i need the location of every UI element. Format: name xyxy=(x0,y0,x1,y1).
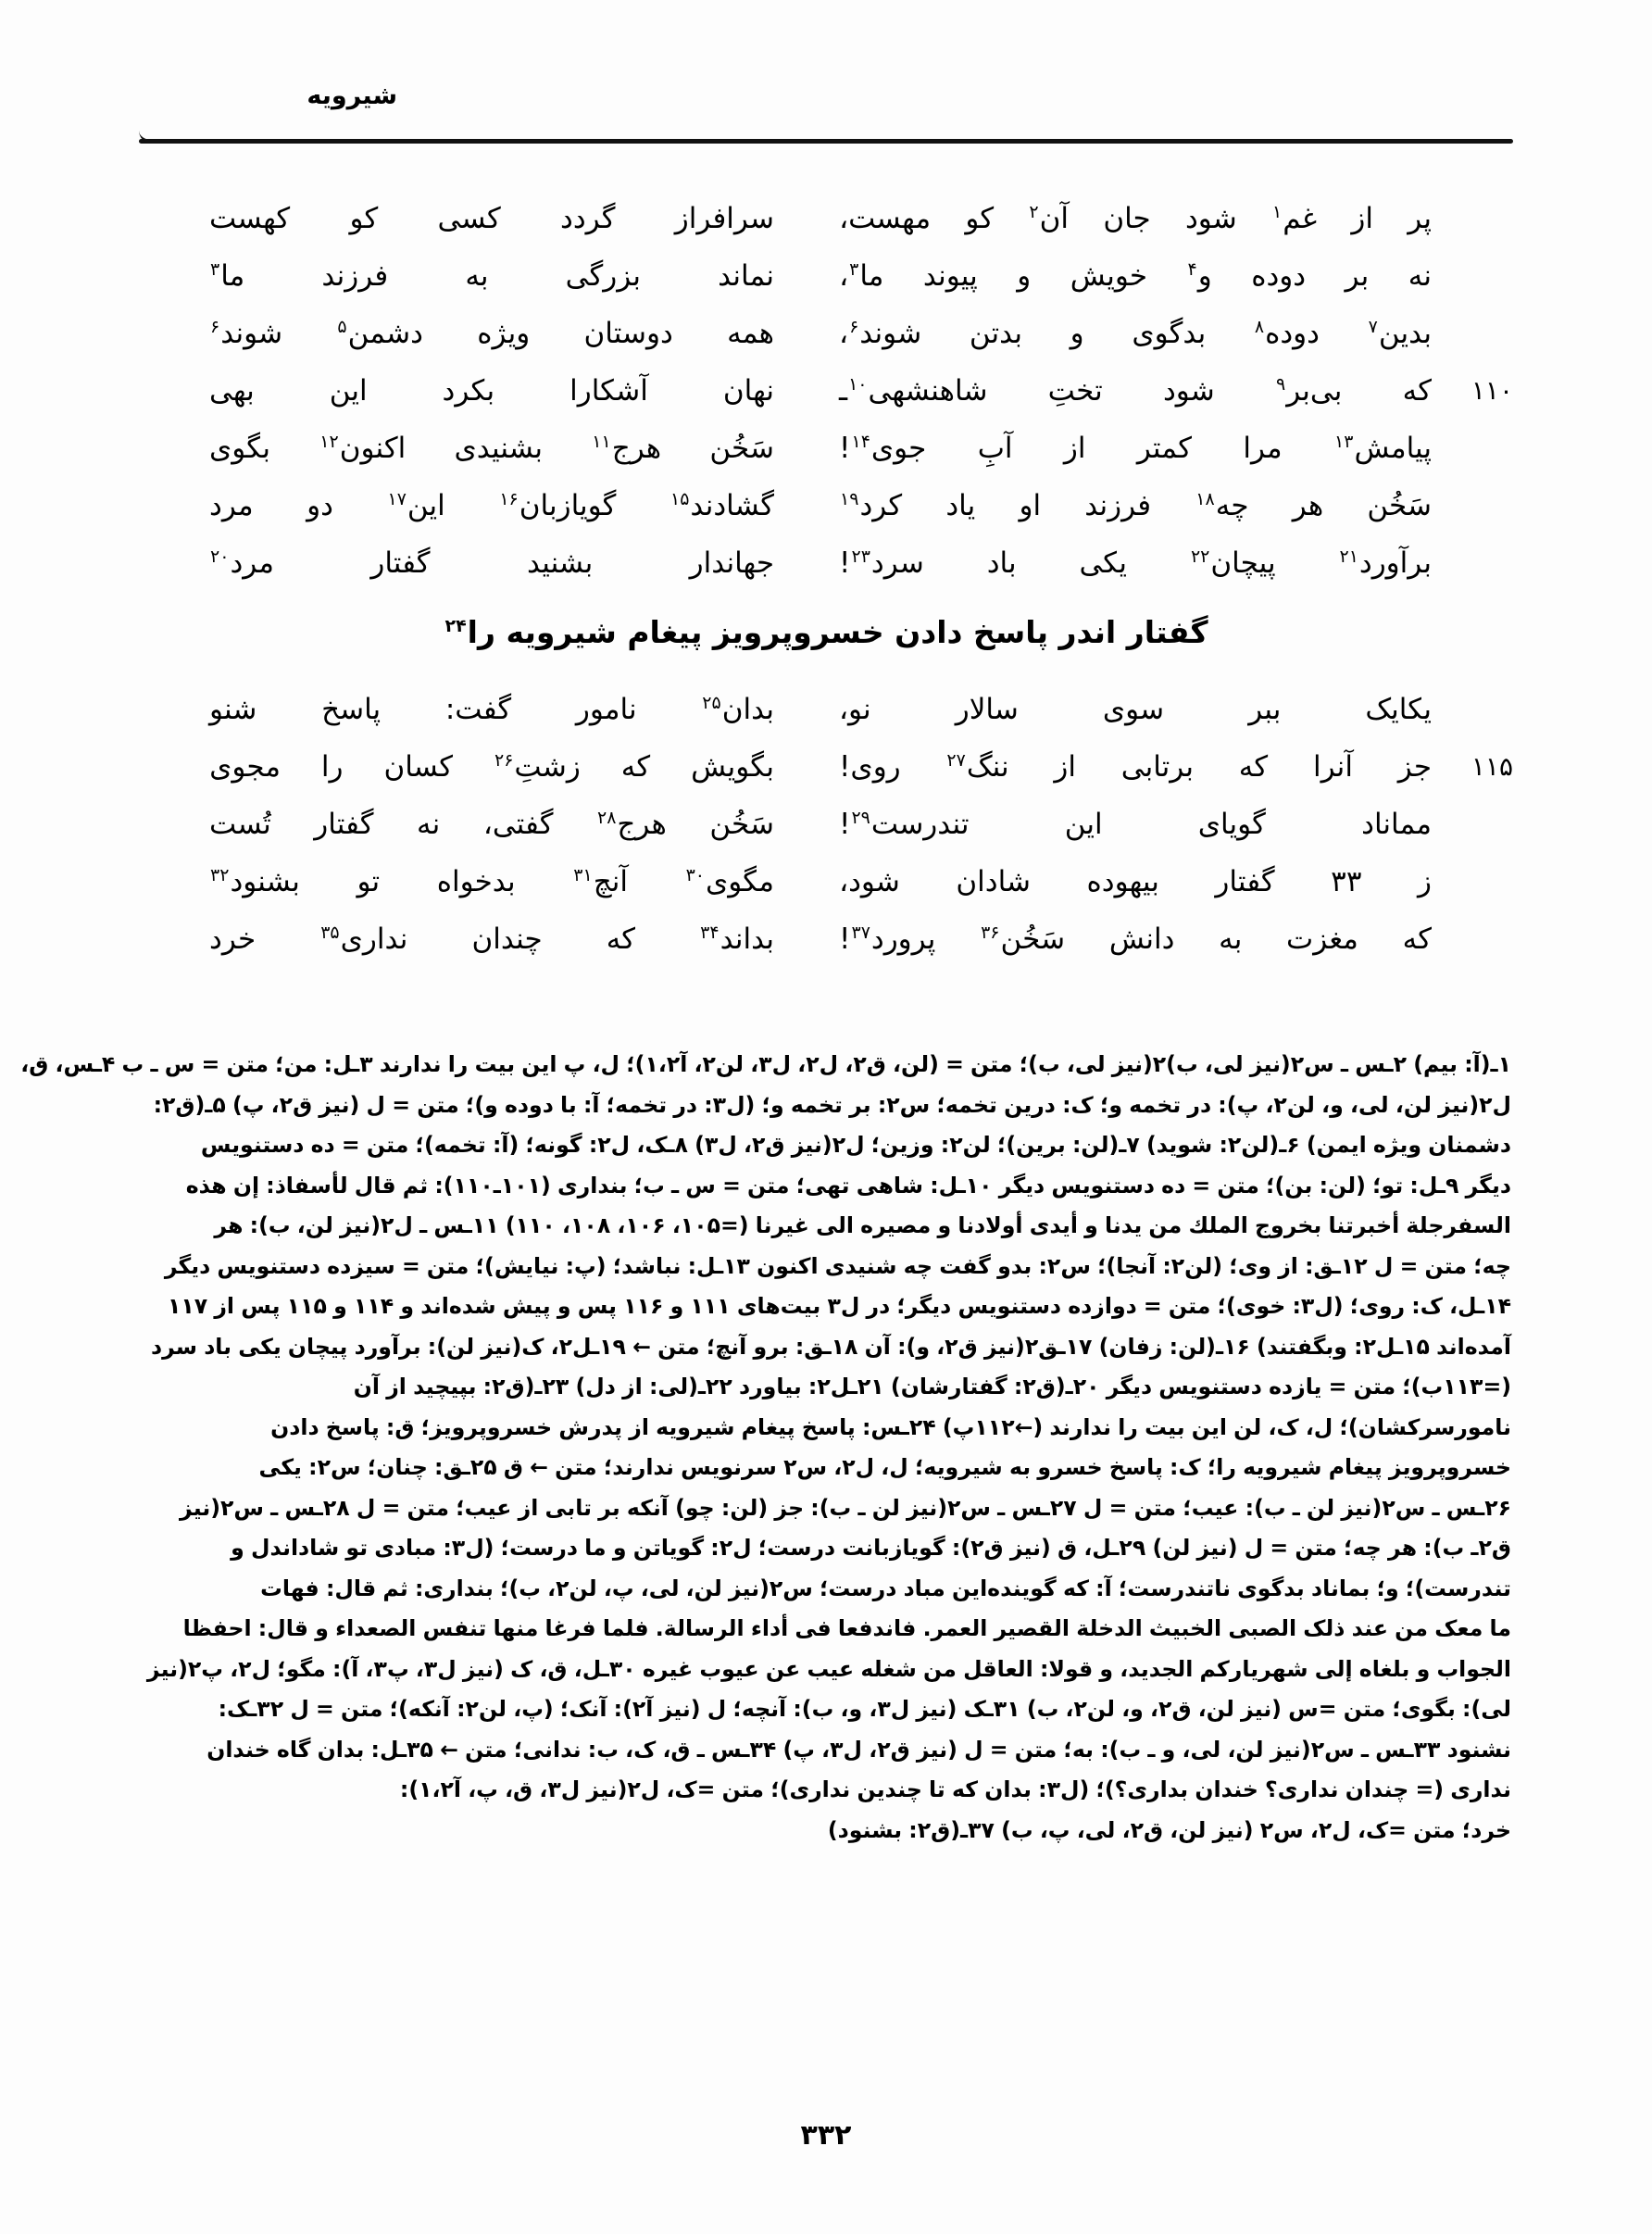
apparatus-line: نشنود ۳۳ـس ـ س۲(نیز لن، لی، و ـ ب): به؛ متن = ل (نیز ق۲، ل۳، پ) ۳۴ـس ـ ق، ک، ب: ندانی؛ متن ← ۳۵ـل: بدان گاه خندان xyxy=(206,1736,1511,1763)
hemistich-first-half: همه دوستان ویژه دشمن$^۵$ شوند$^۶$ xyxy=(210,316,774,350)
hemistich-second-half: نه بر دوده و$^۴$ خویش و پیوند ما$^۳$، xyxy=(839,258,1432,293)
apparatus-line: تندرست)؛ و؛ بماناد بدگوی ناتندرست؛ آ: که گوینده‌این مباد درست؛ س۲(نیز لن، لی، پ، لن۲، ب)؛ بنداری: ثم قال: فهات xyxy=(260,1575,1511,1601)
hemistich-first-half: نماند بزرگی به فرزند ما$^۳$ xyxy=(210,258,774,293)
hemistich-second-half: که بی‌بر$^۹$ شود تختِ شاهنشهی$^{۱۰}$ـ xyxy=(839,373,1432,408)
hemistich-first-half: مگوی$^{۳۰}$ آنچ$^{۳۱}$ بدخواه تو بشنود$^{۳۲}$ xyxy=(210,864,774,898)
verse-row xyxy=(139,738,1513,796)
hemistich-second-half: سَخُن هر چه$^{۱۸}$ فرزند او یاد کرد$^{۱۹}$ xyxy=(840,488,1432,522)
hemistich-first-half: سَخُن هرج$^{۱۱}$ بشنیدی اکنون$^{۱۲}$ بگوی xyxy=(209,431,774,465)
hemistich-first-half: بداند$^{۳۴}$ که چندان نداری$^{۳۵}$ خرد xyxy=(209,922,774,956)
verse-block-first xyxy=(139,190,1513,592)
hemistich-first-half: سرافراز گردد کسی کو کهست xyxy=(209,202,774,235)
verse-row xyxy=(139,853,1513,910)
apparatus-line: خرد؛ متن =ک، ل۲، س۲ (نیز لن، ق۲، لی، پ، ب) ۳۷ـ(ق۲: بشنود) xyxy=(827,1816,1511,1843)
verse-row xyxy=(139,305,1513,362)
bayt-number: ۱۱۵ xyxy=(1471,751,1513,782)
apparatus-line: دیگر ۹ـل: تو؛ (لن: بن)؛ متن = ده دستنویس دیگر ۱۰ـل: شاهی تهی؛ متن = س ـ ب؛ بنداری (۱۰۱ـ۱۱۰): ثم قال لأسفاذ: إن هذه xyxy=(185,1172,1511,1199)
verse-row xyxy=(139,681,1513,738)
apparatus-line: خسروپرویز پیغام شیرویه را؛ ک: پاسخ خسرو به شیرویه؛ ل، ل۲، س۲ سرنویس ندارند؛ متن ← ق ۲۵ـق: چنان؛ س۲: یکی xyxy=(258,1454,1511,1480)
hemistich-first-half: جهاندار بشنید گفتار مرد$^{۲۰}$ xyxy=(210,546,774,580)
verse-row xyxy=(139,534,1513,592)
hemistich-second-half: بدین$^۷$ دوده$^۸$ بدگوی و بدتن شوند$^۶$، xyxy=(839,316,1432,350)
running-head: شیرویه xyxy=(307,82,397,110)
hemistich-second-half: برآورد$^{۲۱}$ پیچان$^{۲۲}$ یکی باد سرد$^{۲۳}$! xyxy=(839,546,1432,580)
apparatus-line: ۱۴ـل، ک: روی؛ (ل۳: خوی)؛ متن = دوازده دستنویس دیگر؛ در ل۳ بیت‌های ۱۱۱ و ۱۱۶ پس و پیش شده‌اند و ۱۱۴ و ۱۱۵ پس از ۱۱۷ xyxy=(167,1293,1511,1319)
hemistich-second-half: جز آنرا که برتابی از ننگ$^{۲۷}$ روی! xyxy=(839,749,1432,784)
apparatus-line: نامورسرکشان)؛ ل، ک، لن این بیت را ندارند (←۱۱۲پ) ۲۴ـس: پاسخ پیغام شیرویه از پدرش خسروپرویز؛ ق: پاسخ دادن xyxy=(270,1413,1511,1440)
apparatus-line: نداری (= چندان نداری؟ خندان بداری؟)؛ (ل۳: بدان که تا چندین نداری)؛ متن =ک، ل۲(نیز ل۳، ق، پ، آ۱،۲): xyxy=(399,1776,1511,1802)
verse-row xyxy=(139,362,1513,420)
folio-number: ۳۳۲ xyxy=(800,2119,852,2152)
verse-row xyxy=(139,477,1513,534)
hemistich-second-half: یکایک ببر سوی سالار نو، xyxy=(839,693,1432,726)
section-heading: گفتار اندر پاسخ دادن خسروپرویز پیغام شیرویه را$^{۲۴}$ xyxy=(444,614,1208,650)
hemistich-second-half: که مغزت به دانش سَخُن$^{۳۶}$ پرورد$^{۳۷}$! xyxy=(839,922,1432,956)
hemistich-first-half: بگویش که زشتِ$^{۲۶}$ کسان را مجوی xyxy=(209,749,774,784)
verse-row xyxy=(139,910,1513,968)
verse-row xyxy=(139,796,1513,853)
apparatus-line: چه؛ متن = ل ۱۲ـق: از وی؛ (لن۲: آنجا)؛ س۲: بدو گفت چه شنیدی اکنون ۱۳ـل: نباشد؛ (پ: نیایش)؛ متن = سیزده دستنویس دیگر xyxy=(164,1252,1511,1279)
bayt-number: ۱۱۰ xyxy=(1471,375,1513,406)
verse-row xyxy=(139,190,1513,247)
verse-row xyxy=(139,420,1513,477)
apparatus-line: لی): بگوی؛ متن =س (نیز لن، ق۲، و، لن۲، ب) ۳۱ـک (نیز ل۳، و، ب): آنچه؛ ل (نیز آ۲): آنک؛ (پ، لن۲: آنکه)؛ متن = ل ۳۲ـک: xyxy=(218,1696,1511,1722)
apparatus-line: ۱ـ(آ: بیم) ۲ـس ـ س۲(نیز لی، ب)۲(نیز لی، ب)؛ متن = (لن، ق۲، ل۲، ل۳، لن۲، آ۱،۲)؛ ل، پ این بیت را ندارند ۳ـل: من؛ متن = س ـ ب ۴ـس، ق، xyxy=(20,1051,1511,1077)
apparatus-criticus xyxy=(20,1045,1511,1851)
apparatus-line: ما معک من عند ذلک الصبی الخبیث الدخلة القصیر العمر. فاندفعا فی أداء الرسالة. فلما فرغا منها تنفس الصعداء و قال: احفظا xyxy=(182,1615,1511,1641)
header-rule xyxy=(139,139,1513,144)
page-header xyxy=(139,82,1513,156)
hemistich-second-half: ز ۳۳ گفتار بیهوده شادان شود، xyxy=(839,865,1432,898)
hemistich-second-half: پیامش$^{۱۳}$ مرا کمتر از آبِ جوی$^{۱۴}$! xyxy=(839,431,1432,465)
apparatus-line: ل۲(نیز لن، لی، و، لن۲، پ): در تخمه و؛ ک: درین تخمه؛ س۲: بر تخمه و؛ (ل۳: در تخمه؛ آ: با دوده و)؛ متن = ل (نیز ق۲، پ) ۵ـ(ق۲: xyxy=(153,1091,1511,1118)
hemistich-first-half: سَخُن هرج$^{۲۸}$ گفتی، نه گفتار تُست xyxy=(209,807,774,841)
hemistich-first-half: گشادند$^{۱۵}$ گویازبان$^{۱۶}$ این$^{۱۷}$ دو مرد xyxy=(209,488,774,522)
hemistich-second-half: پر از غم$^۱$ شود جان آن$^۲$ کو مهست، xyxy=(839,201,1432,235)
apparatus-line: ۲۶ـس ـ س۲(نیز لن ـ ب): عیب؛ متن = ل ۲۷ـس ـ س۲(نیز لن ـ ب): جز (لن: چو) آنکه بر تابی از عیب؛ متن = ل ۲۸ـس ـ س۲(نیز xyxy=(180,1494,1511,1521)
apparatus-line: الجواب و بلغاه إلی شهریارکم الجدید، و قولا: العاقل من شغله عیب عن عیوب غیره ۳۰ـل، ق، ک (نیز ل۳، پ۳، آ): مگو؛ ل۲، پ۲(نیز xyxy=(146,1655,1511,1682)
apparatus-line: آمده‌اند ۱۵ـل۲: وبگفتند) ۱۶ـ(لن: زفان) ۱۷ـق۲(نیز ق۲، و): آن ۱۸ـق: برو آنچ؛ متن ← ۱۹ـل۲، ک(نیز لن): برآورد پیچان یکی باد سرد xyxy=(151,1333,1511,1360)
hemistich-second-half: مماناد گویای این تندرست$^{۲۹}$! xyxy=(839,807,1432,841)
verse-block-second xyxy=(139,681,1513,968)
apparatus-line: السفرجلة أخبرتنا بخروج الملك من یدنا و أیدی أولادنا و مصیره الی غیرنا (=۱۰۵، ۱۰۶، ۱۰۸، ۱۱۰) ۱۱ـس ـ ل۲(نیز لن، ب): هر xyxy=(214,1212,1511,1238)
hemistich-first-half: نهان آشکارا بکرد این بهی xyxy=(209,374,774,408)
hemistich-first-half: بدان$^{۲۵}$ نامور گفت: پاسخ شنو xyxy=(209,692,774,726)
verse-row xyxy=(139,247,1513,305)
apparatus-line: دشمنان ویژه ایمن) ۶ـ(لن۲: شوید) ۷ـ(لن: برین)؛ لن۲: وزین؛ ل۲(نیز ق۲، ل۳) ۸ـک، ل۲: گونه؛ (آ: تخمه)؛ متن = ده دستنویس xyxy=(200,1132,1511,1158)
apparatus-line: ق۲ـ ب): هر چه؛ متن = ل (نیز لن) ۲۹ـل، ق (نیز ق۲): گویازبانت درست؛ ل۲: گویاتن و ما درست؛ (ل۳: مبادی تو شاداندل و xyxy=(231,1535,1511,1561)
apparatus-line: (=۱۱۳ب)؛ متن = یازده دستنویس دیگر ۲۰ـ(ق۲: گفتارشان) ۲۱ـل۲: بیاورد ۲۲ـ(لی: از دل) ۲۳ـ(ق۲: بپیچید از آن xyxy=(353,1374,1511,1399)
